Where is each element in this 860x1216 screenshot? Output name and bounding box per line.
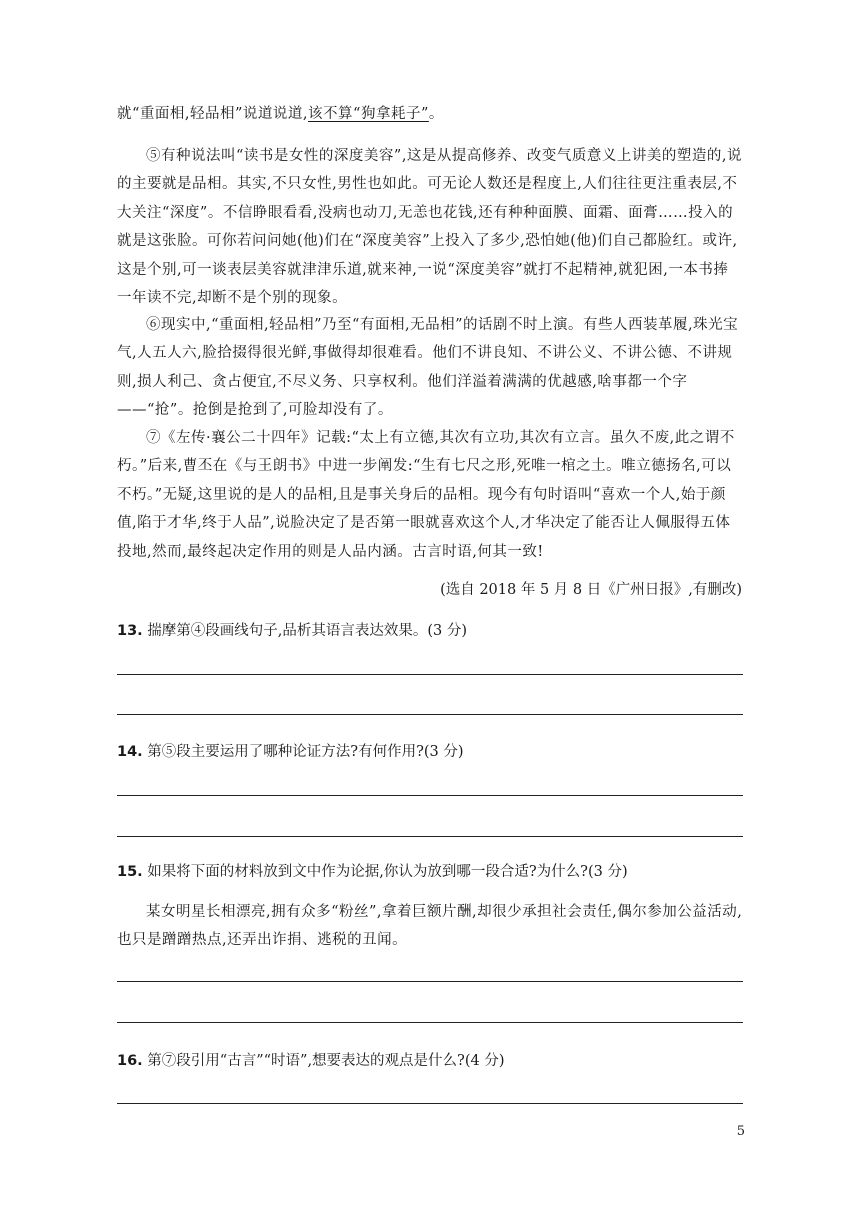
intro-text: 就“重面相,轻品相”说道说道,	[117, 106, 309, 122]
paragraph-6: ⑥现实中,“重面相,轻品相”乃至“有面相,无品相”的话剧不时上演。有些人西装革履,珠光宝气,人五人六,脸拾掇得很光鲜,事做得却很难看。他们不讲良知、不讲公义、不讲公德、不讲规则,损人利己、贪占便宜,不尽义务、只享权利。他们洋溢着满满的优越感,啥事都一个字——“抢”。抢倒是抢到了,可脸却没有了。	[117, 317, 739, 419]
intro-end: 。	[428, 106, 444, 122]
answer-line[interactable]	[117, 1103, 743, 1104]
question-13	[117, 619, 467, 640]
intro-paragraph	[117, 100, 743, 128]
material-paragraph: 某女明星长相漂亮,拥有众多“粉丝”,拿着巨额片酬,却很少承担社会责任,偶尔参加公益活动,也只是蹭蹭热点,还弄出诈捐、逃税的丑闻。	[117, 904, 743, 949]
question-text: 如果将下面的材料放到文中作为论据,你认为放到哪一段合适?为什么?(3 分)	[142, 864, 628, 880]
question-15	[117, 860, 628, 881]
question-number: 13.	[117, 623, 143, 639]
answer-line[interactable]	[117, 714, 743, 715]
paragraph-5: ⑤有种说法叫“读书是女性的深度美容”,这是从提高修养、改变气质意义上讲美的塑造的,说的主要就是品相。其实,不只女性,男性也如此。可无论人数还是程度上,人们往往更注重表层,不大关注“深度”。不信睁眼看看,没病也动刀,无恙也花钱,还有种种面膜、面霜、面膏……投入的就是这张脸。可你若问问她(他)们在“深度美容”上投入了多少,恐怕她(他)们自己都脸红。或许,这是个别,可一谈表层美容就津津乐道,就来神,一说“深度美容”就打不起精神,就犯困,一本书捧一年读不完,却断不是个别的现象。	[117, 148, 743, 307]
question-number: 14.	[117, 744, 143, 760]
answer-line[interactable]	[117, 836, 743, 837]
paragraph-7: ⑦《左传·襄公二十四年》记载:“太上有立德,其次有立功,其次有立言。虽久不废,此之谓不朽。”后来,曹丕在《与王朗书》中进一步阐发:“生有七尺之形,死唯一棺之土。唯立德扬名,可以不朽。”无疑,这里说的是人的品相,且是事关身后的品相。现今有句时语叫“喜欢一个人,始于颜值,陷于才华,终于人品”,说脸决定了是否第一眼就喜欢这个人,才华决定了能否让人佩服得五体投地,然而,最终起决定作用的则是人品内涵。古言时语,何其一致!	[117, 430, 735, 560]
question-text: 第⑤段主要运用了哪种论证方法?有何作用?(3 分)	[142, 744, 464, 760]
question-number: 15.	[117, 864, 143, 880]
answer-line[interactable]	[117, 1022, 743, 1023]
underlined-sentence: 该不算“狗拿耗子”	[308, 106, 429, 122]
answer-line[interactable]	[117, 795, 743, 796]
question-14	[117, 740, 464, 761]
question-text: 第⑦段引用“古言”“时语”,想要表达的观点是什么?(4 分)	[142, 1053, 505, 1069]
source-citation: (选自 2018 年 5 月 8 日《广州日报》,有删改)	[440, 582, 742, 598]
answer-line[interactable]	[117, 981, 743, 982]
page-number: 5	[736, 1124, 745, 1139]
question-16	[117, 1049, 504, 1070]
question-text: 揣摩第④段画线句子,品析其语言表达效果。(3 分)	[142, 623, 468, 639]
answer-line[interactable]	[117, 674, 743, 675]
question-number: 16.	[117, 1053, 143, 1069]
